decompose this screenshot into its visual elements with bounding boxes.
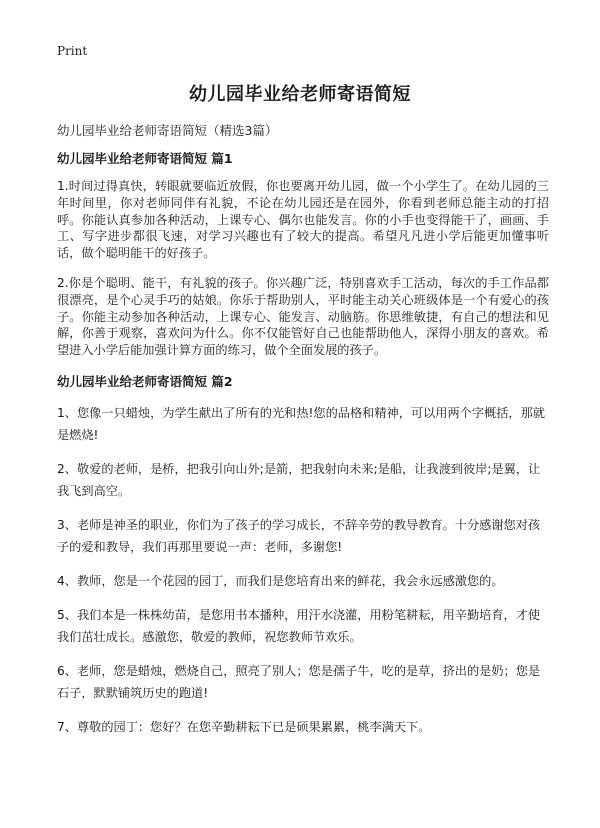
section-2-item-7: 7、尊敬的园丁：您好？在您辛勤耕耘下已是硕果累累，桃李满天下。 (57, 719, 431, 734)
section-2-item-6: 6、老师，您是蜡烛，燃烧自己，照亮了别人；您是孺子牛，吃的是草，挤出的是奶；您是石子，默默铺筑历史的跑道! (57, 663, 541, 700)
document-subtitle: 幼儿园毕业给老师寄语简短（精选3篇） (57, 123, 278, 138)
section-2-item-5: 5、我们本是一株株幼苗，是您用书本播种，用汗水浇灌，用粉笔耕耘，用辛勤培育，才使我们茁壮成长。感激您，敬爱的教师，祝您教师节欢乐。 (57, 607, 541, 644)
section-2-item-3: 3、老师是神圣的职业，你们为了孩子的学习成长，不辞辛劳的教导教育。十分感谢您对孩子的爱和教导，我们再那里要说一声：老师，多谢您! (57, 517, 541, 554)
page-title: 幼儿园毕业给老师寄语简短 (189, 84, 411, 105)
print-link[interactable]: Print (57, 44, 88, 58)
section-2-item-4: 4、教师，您是一个花园的园丁，而我们是您培育出来的鲜花，我会永远感激您的。 (57, 573, 504, 588)
section-1-paragraph-1: 1.时间过得真快，转眼就要临近放假，你也要离开幼儿园，做一个小学生了。在幼儿园的三年时间里，你对老师同伴有礼貌，不论在幼儿园还是在园外，你看到老师总能主动的打招呼。你能认真参加各种活动，上课专心、偶尔也能发言。你的小手也变得能干了，画画、手工、写字进步都很飞速，对学习兴趣也有了较大的提高。希望凡凡进小学后能更加懂事听话，做个聪明能干的好孩子。 (57, 179, 549, 261)
section-heading-1: 幼儿园毕业给老师寄语简短 篇1 (57, 151, 233, 166)
section-heading-2: 幼儿园毕业给老师寄语简短 篇2 (57, 373, 233, 389)
section-2-item-1: 1、您像一只蜡烛，为学生献出了所有的光和热!您的品格和精神，可以用两个字概括，那就是燃烧! (57, 405, 545, 442)
document-content (57, 149, 549, 750)
section-1-paragraph-2: 2.你是个聪明、能干，有礼貌的孩子。你兴趣广泛，特别喜欢手工活动，每次的手工作品都很漂亮，是个心灵手巧的姑娘。你乐于帮助别人，平时能主动关心班级体是一个有爱心的孩子。你能主动参加各种活动，上课专心、能发言、动脑筋。你思维敏捷，有自己的想法和见解，你善于观察，喜欢问为什么。你不仅能管好自己也能帮助他人，深得小朋友的喜欢。希望进入小学后能加强计算方面的练习，做个全面发展的孩子。 (57, 275, 549, 358)
section-2-item-2: 2、敬爱的老师，是桥，把我引向山外;是箭，把我射向未来;是船，让我渡到彼岸;是翼，让我飞到高空。 (57, 461, 541, 498)
